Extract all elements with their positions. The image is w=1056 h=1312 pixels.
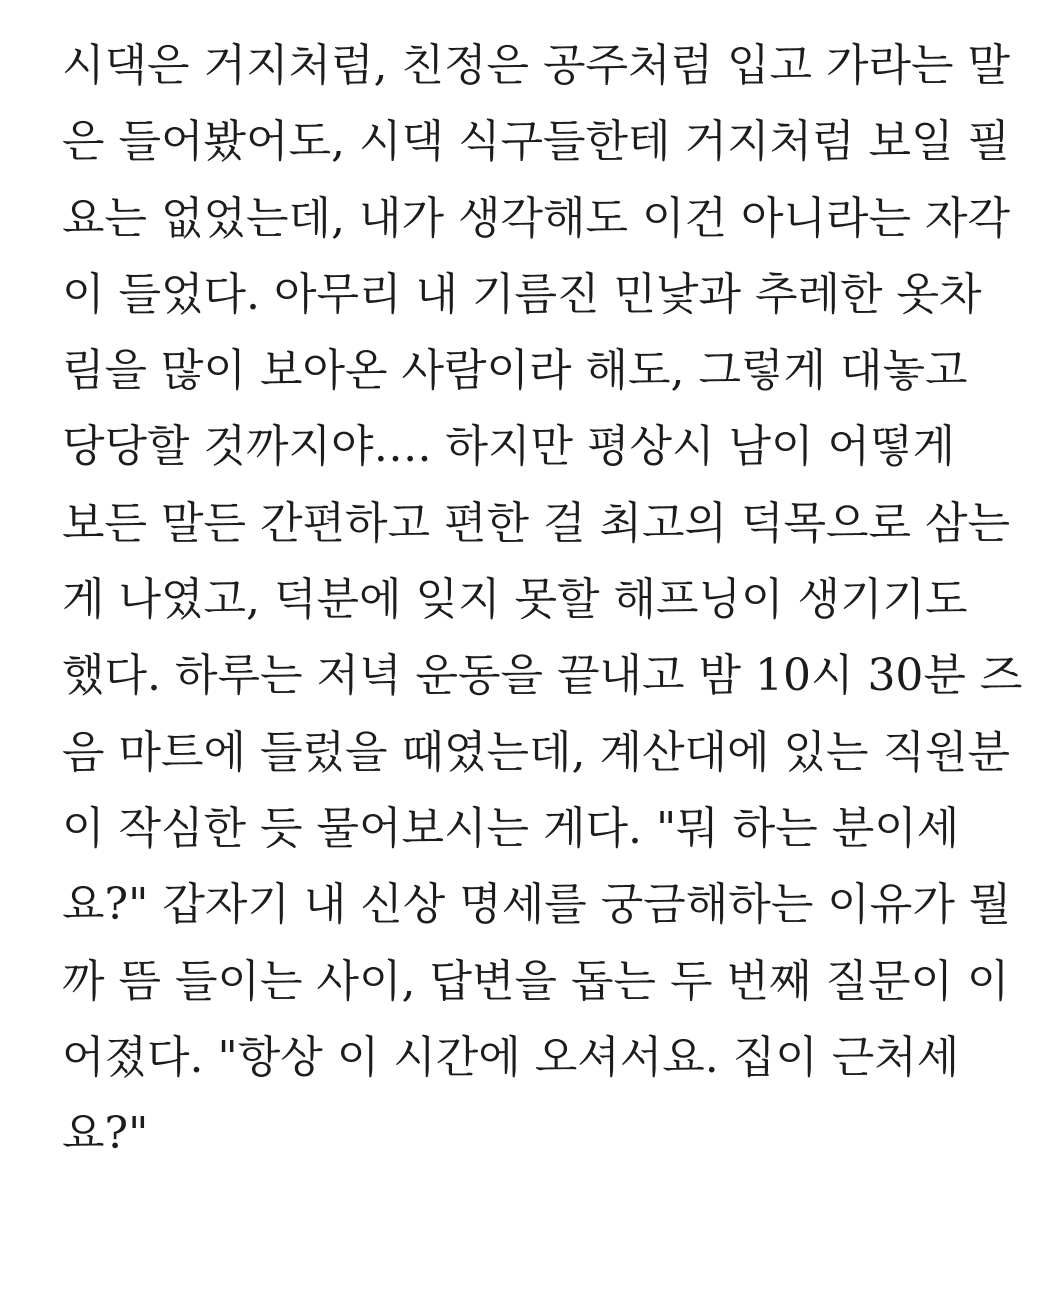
text-line: 보든 말든 간편하고 편한 걸 최고의 덕목으로 삼는	[62, 497, 1010, 549]
text-line: 했다. 하루는 저녁 운동을 끝내고 밤 10시 30분 즈	[62, 650, 1023, 702]
text-line: 요는 없었는데, 내가 생각해도 이건 아니라는 자각	[62, 192, 1010, 244]
text-line: 시댁은 거지처럼, 친정은 공주처럼 입고 가라는 말	[62, 40, 1010, 91]
text-line: 이 들었다. 아무리 내 기름진 민낯과 추레한 옷차	[62, 268, 982, 320]
text-line: 요?" 갑자기 내 신상 명세를 궁금해하는 이유가 뭘	[62, 879, 1012, 931]
text-line: 까 뜸 들이는 사이, 답변을 돕는 두 번째 질문이 이	[62, 955, 1010, 1007]
text-line: 게 나였고, 덕분에 잊지 못할 해프닝이 생기기도	[62, 574, 968, 626]
text-line: 당당할 것까지야…. 하지만 평상시 남이 어떻게	[62, 421, 955, 473]
text-line: 요?"	[62, 1108, 149, 1160]
text-line: 어졌다. "항상 이 시간에 오셔서요. 집이 근처세	[62, 1031, 960, 1083]
text-line: 림을 많이 보아온 사람이라 해도, 그렇게 대놓고	[62, 345, 968, 397]
text-line: 음 마트에 들렀을 때였는데, 계산대에 있는 직원분	[62, 726, 1010, 778]
text-line: 이 작심한 듯 물어보시는 게다. "뭐 하는 분이세	[62, 802, 960, 854]
article-body	[62, 28, 1042, 1172]
text-line: 은 들어봤어도, 시댁 식구들한테 거지처럼 보일 필	[62, 116, 1010, 168]
